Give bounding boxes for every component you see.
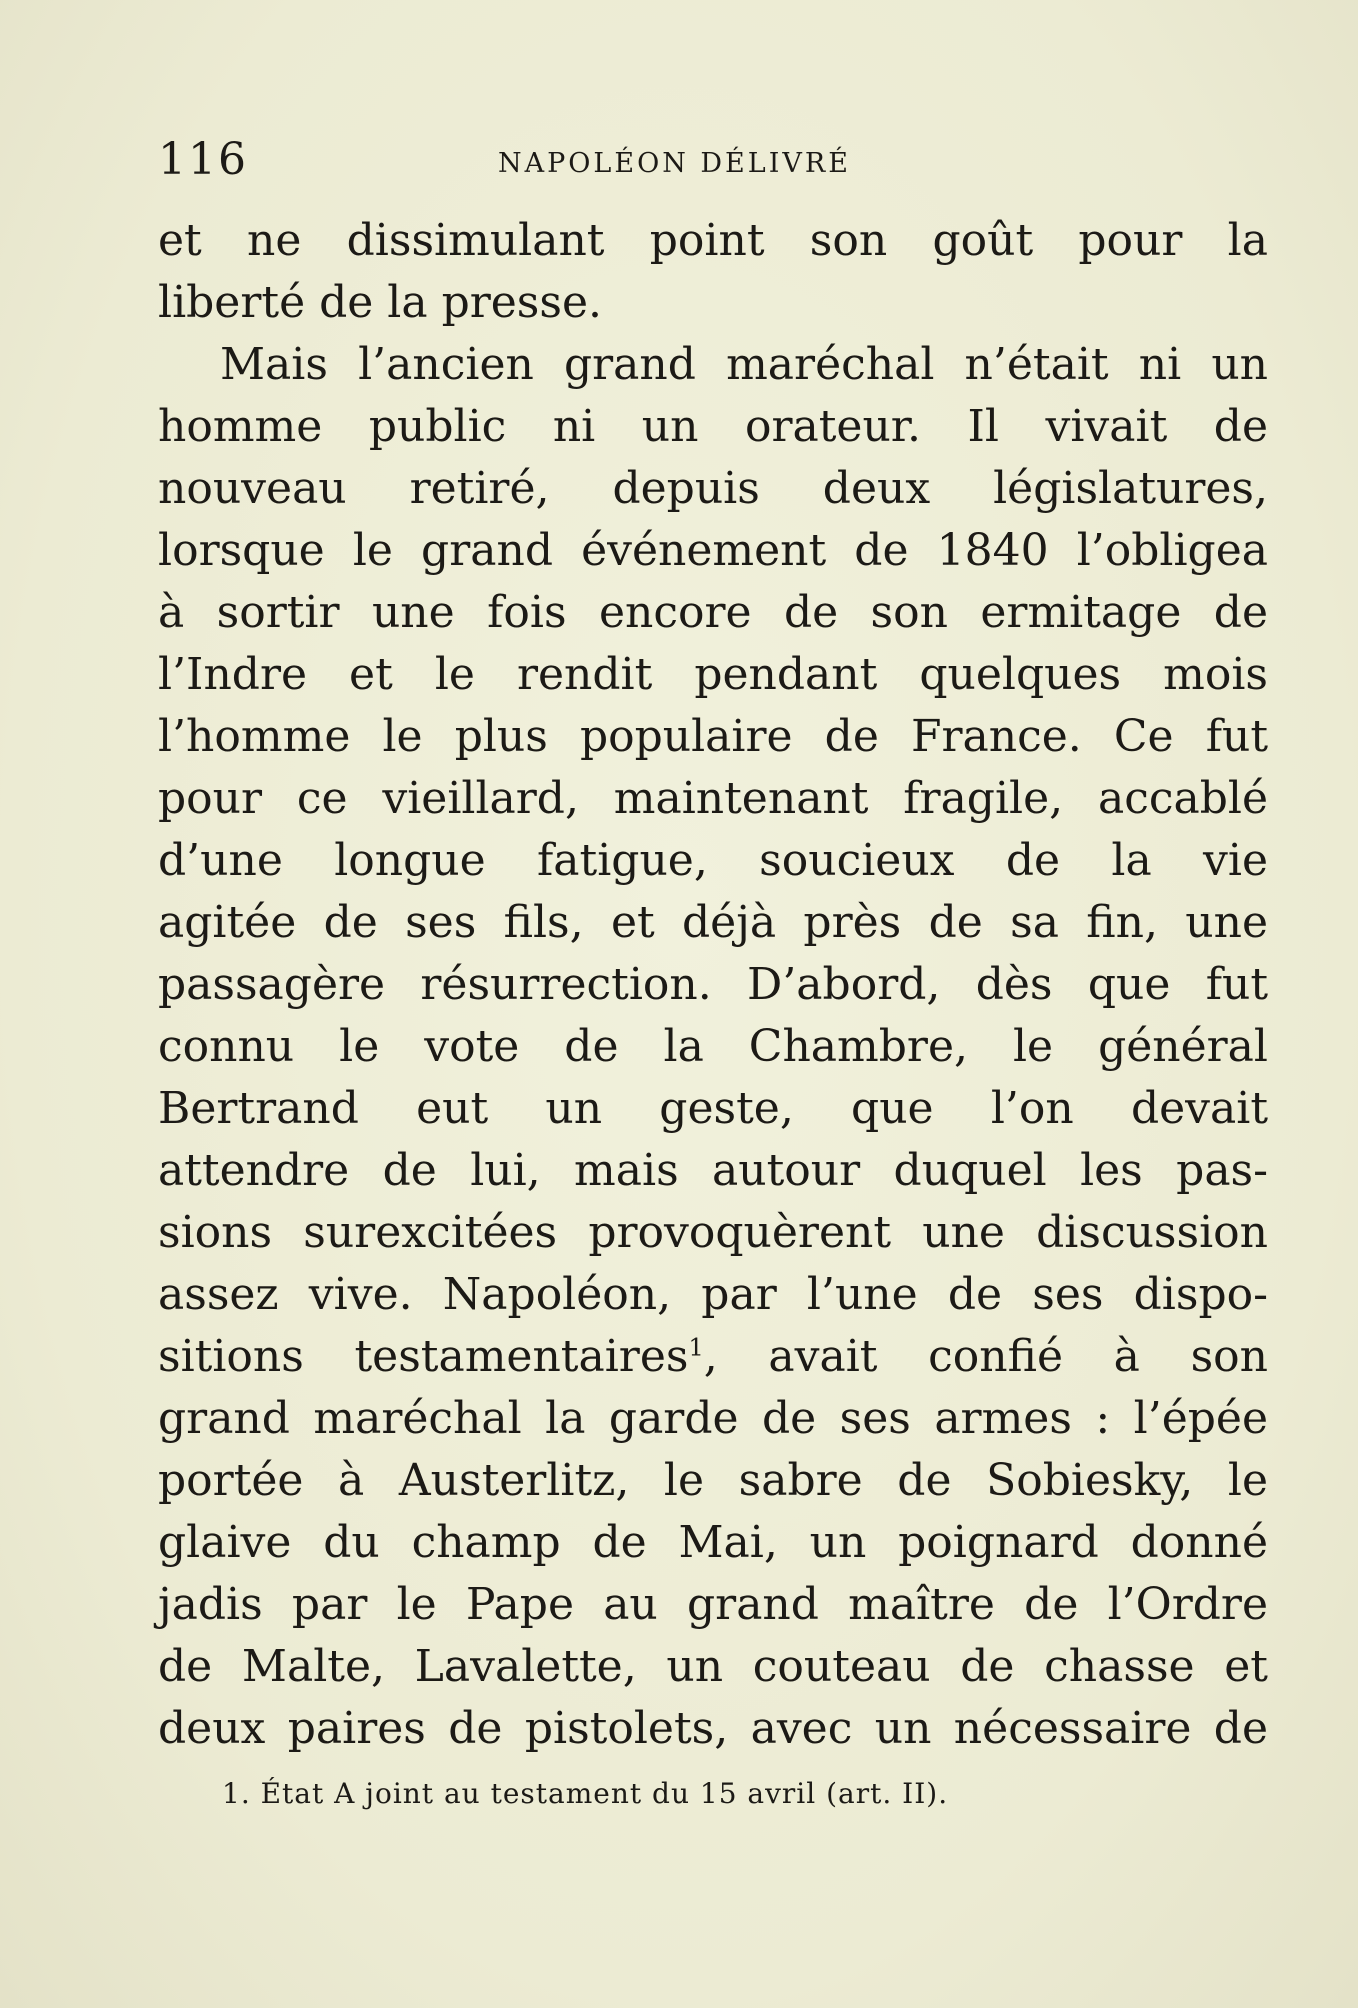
text-line: Mais l’ancien grand maréchal n’était ni un xyxy=(220,339,1268,390)
text-line: à sortir une fois encore de son ermitage de xyxy=(158,587,1268,638)
footnote-marker: 1 xyxy=(688,1333,704,1362)
page-number: 116 xyxy=(158,134,248,185)
text-line: Bertrand eut un geste, que l’on devait xyxy=(158,1083,1268,1134)
text-line: jadis par le Pape au grand maître de l’Ordre xyxy=(158,1579,1268,1630)
text-fragment: sitions testamentaires xyxy=(158,1331,689,1382)
text-line: agitée de ses fils, et déjà près de sa fin, une xyxy=(158,897,1268,948)
text-line: l’homme le plus populaire de France. Ce fut xyxy=(158,711,1268,762)
page-header xyxy=(158,130,1268,190)
running-title: NAPOLÉON DÉLIVRÉ xyxy=(498,148,851,179)
text-line: grand maréchal la garde de ses armes : l’épée xyxy=(158,1393,1268,1444)
text-line: attendre de lui, mais autour duquel les pas- xyxy=(158,1145,1268,1196)
text-line: passagère résurrection. D’abord, dès que fut xyxy=(158,959,1268,1010)
text-line: homme public ni un orateur. Il vivait de xyxy=(158,401,1268,452)
text-line: et ne dissimulant point son goût pour la xyxy=(158,215,1268,266)
text-fragment: , avait confié à son xyxy=(703,1331,1268,1382)
text-line: liberté de la presse. xyxy=(158,277,602,328)
text-line-with-footnote xyxy=(158,1326,1268,1388)
text-line: pour ce vieillard, maintenant fragile, accablé xyxy=(158,773,1268,824)
text-line: nouveau retiré, depuis deux législatures, xyxy=(158,463,1268,514)
text-line: glaive du champ de Mai, un poignard donné xyxy=(158,1517,1268,1568)
text-line: d’une longue fatigue, soucieux de la vie xyxy=(158,835,1268,886)
text-line: deux paires de pistolets, avec un nécessaire de xyxy=(158,1703,1268,1754)
text-line: lorsque le grand événement de 1840 l’obligea xyxy=(158,525,1268,576)
text-line: de Malte, Lavalette, un couteau de chasse et xyxy=(158,1641,1268,1692)
text-line: assez vive. Napoléon, par l’une de ses dispo- xyxy=(158,1269,1268,1320)
text-line: l’Indre et le rendit pendant quelques mois xyxy=(158,649,1268,700)
text-line: portée à Austerlitz, le sabre de Sobiesky, le xyxy=(158,1455,1268,1506)
footnote: 1. État A joint au testament du 15 avril (art. II). xyxy=(222,1777,949,1810)
body-text xyxy=(158,210,1268,1760)
text-line: connu le vote de la Chambre, le général xyxy=(158,1021,1268,1072)
text-line: sions surexcitées provoquèrent une discussion xyxy=(158,1207,1268,1258)
